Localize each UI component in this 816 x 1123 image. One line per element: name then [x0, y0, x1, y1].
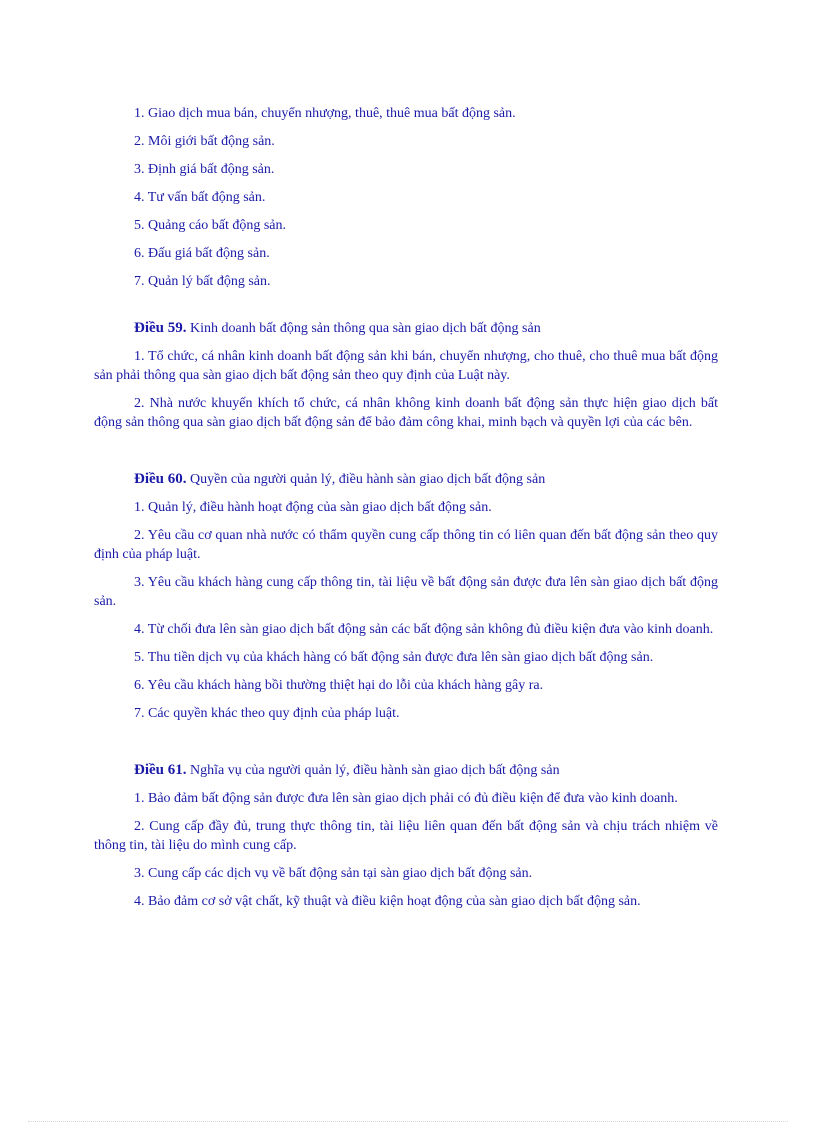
- intro-list: [94, 104, 718, 291]
- article-paragraph: 4. Từ chối đưa lên sàn giao dịch bất động sản các bất động sản không đủ điều kiện đưa vào kinh doanh.: [134, 622, 714, 637]
- article-paragraph: 1. Bảo đảm bất động sản được đưa lên sàn giao dịch phải có đủ điều kiện để đưa vào kinh doanh.: [134, 791, 678, 806]
- document-body: [94, 104, 718, 920]
- list-item: 4. Tư vấn bất động sản.: [134, 190, 266, 205]
- article-heading: [94, 761, 718, 780]
- article-title: Quyền của người quản lý, điều hành sàn giao dịch bất động sản: [190, 472, 546, 487]
- list-item: 6. Đấu giá bất động sản.: [134, 246, 270, 261]
- list-item: 5. Quảng cáo bất động sản.: [134, 218, 287, 233]
- article-number: Điều 61.: [134, 762, 187, 778]
- article-paragraph: 3. Yêu cầu khách hàng cung cấp thông tin, tài liệu về bất động sản được đưa lên sàn giao dịch bất động sản.: [94, 575, 718, 609]
- article-paragraph: 1. Quản lý, điều hành hoạt động của sàn giao dịch bất động sản.: [134, 500, 492, 515]
- article-heading: [94, 470, 718, 489]
- article-59: [94, 319, 718, 432]
- article-paragraph: 1. Tổ chức, cá nhân kinh doanh bất động sản khi bán, chuyển nhượng, cho thuê, cho thuê mua bất động sản phải thông qua sàn giao dịch bất động sản theo quy định của Luật này.: [94, 349, 718, 383]
- list-item: 1. Giao dịch mua bán, chuyển nhượng, thuê, thuê mua bất động sản.: [134, 106, 516, 121]
- article-paragraph: 7. Các quyền khác theo quy định của pháp luật.: [134, 706, 400, 721]
- article-paragraph: 2. Nhà nước khuyến khích tổ chức, cá nhân không kinh doanh bất động sản thực hiện giao dịch bất động sản thông qua sàn giao dịch bất động sản để bảo đảm công khai, minh bạch và quyền lợi của các bên.: [94, 396, 718, 430]
- article-paragraph: 3. Cung cấp các dịch vụ về bất động sản tại sàn giao dịch bất động sản.: [134, 866, 533, 881]
- article-number: Điều 60.: [134, 471, 187, 487]
- article-61: [94, 761, 718, 911]
- article-paragraph: 6. Yêu cầu khách hàng bồi thường thiệt hại do lỗi của khách hàng gây ra.: [134, 678, 544, 693]
- article-number: Điều 59.: [134, 320, 187, 336]
- article-paragraph: 5. Thu tiền dịch vụ của khách hàng có bất động sản được đưa lên sàn giao dịch bất động sản.: [134, 650, 654, 665]
- article-60: [94, 470, 718, 723]
- article-paragraph: 4. Bảo đảm cơ sở vật chất, kỹ thuật và điều kiện hoạt động của sàn giao dịch bất động sản.: [134, 894, 641, 909]
- list-item: 3. Định giá bất động sản.: [134, 162, 275, 177]
- article-heading: [94, 319, 718, 338]
- article-paragraph: 2. Cung cấp đầy đủ, trung thực thông tin, tài liệu liên quan đến bất động sản và chịu trách nhiệm về thông tin, tài liệu do mình cung cấp.: [94, 819, 718, 853]
- page-bottom-divider: [28, 1121, 788, 1122]
- article-title: Kinh doanh bất động sản thông qua sàn giao dịch bất động sản: [190, 321, 541, 336]
- list-item: 7. Quản lý bất động sản.: [134, 274, 271, 289]
- article-title: Nghĩa vụ của người quản lý, điều hành sàn giao dịch bất động sản: [190, 763, 560, 778]
- list-item: 2. Môi giới bất động sản.: [134, 134, 275, 149]
- article-paragraph: 2. Yêu cầu cơ quan nhà nước có thẩm quyền cung cấp thông tin có liên quan đến bất động sản theo quy định của pháp luật.: [94, 528, 718, 562]
